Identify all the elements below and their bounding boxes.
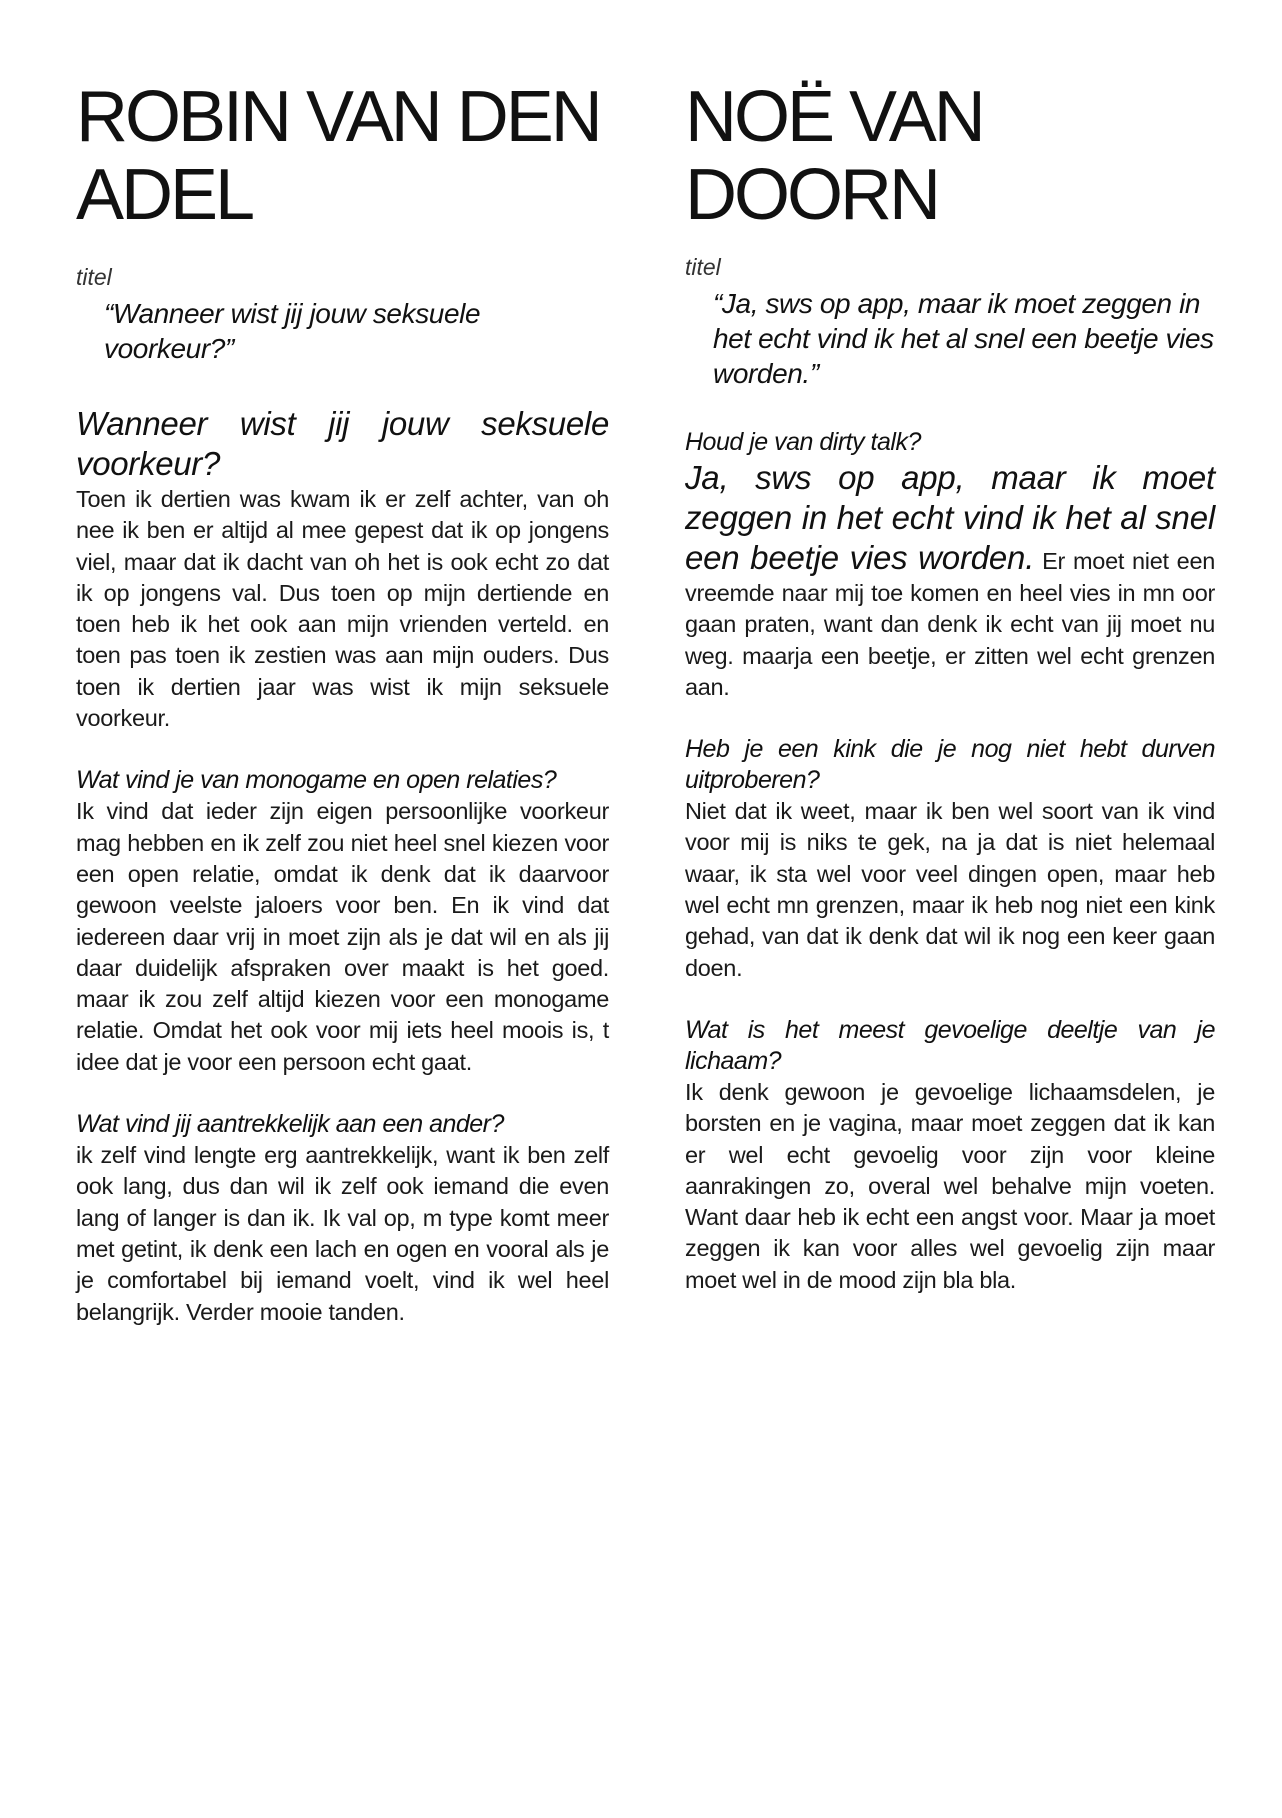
titel-label: titel	[76, 264, 112, 290]
answer: ik zelf vind lengte erg aantrekkelijk, want ik ben zelf ook lang, dus dan wil ik zelf ook iemand die even lang of langer is dan ik. Ik val op, m type komt meer met getint, ik denk een lach en ogen en vooral als je je comfortabel bij iemand voelt, vind ik wel heel belangrijk. Verder mooie tanden.	[76, 1142, 609, 1325]
question: Wat vind je van monogame en open relaties?	[76, 766, 557, 795]
interview-robin	[76, 78, 609, 1328]
question: Wanneer wist jij jouw seksuele voorkeur?	[76, 405, 609, 482]
answer: Toen ik dertien was kwam ik er zelf achter, van oh nee ik ben er altijd al mee gepest dat ik op jongens viel, maar dat ik dacht van oh het is ook echt zo dat ik op jongens val. Dus toen op mijn dertiende en toen heb ik het ook aan mijn vrienden verteld. en toen pas toen ik zestien was aan mijn ouders. Dus toen ik dertien jaar was wist ik mijn seksuele voorkeur.	[76, 486, 609, 732]
question: Wat vind jij aantrekkelijk aan een ander?	[76, 1110, 504, 1139]
answer: Niet dat ik weet, maar ik ben wel soort van ik vind voor mij is niks te gek, na ja dat is niet helemaal waar, ik sta wel voor veel dingen open, maar heb wel echt mn grenzen, maar ik heb nog niet een kink gehad, van dat ik denk dat wil ik nog een keer gaan doen.	[685, 798, 1215, 981]
question: Houd je van dirty talk?	[685, 428, 921, 456]
qa-block	[76, 1109, 609, 1328]
qa-block	[76, 404, 609, 734]
interviewee-name: NOË VAN DOORN	[685, 77, 983, 235]
answer: Ik vind dat ieder zijn eigen persoonlijke voorkeur mag hebben en ik zelf zou niet heel snel kiezen voor een open relatie, omdat ik denk dat ik daarvoor gewoon veelste jaloers voor ben. En ik vind dat iedereen daar vrij in moet zijn als je dat wil en als jij daar duidelijk afspraken over maakt is het goed. maar ik zou zelf altijd kiezen voor een monogame relatie. Omdat het ook voor mij iets heel moois is, t idee dat je voor een persoon echt gaat.	[76, 798, 609, 1075]
titel-label: titel	[685, 254, 721, 280]
answer	[685, 458, 1215, 703]
pull-quote: “Wanneer wist jij jouw seksuele voorkeur?”	[104, 298, 481, 364]
qa-block	[685, 427, 1215, 703]
interview-noe	[685, 78, 1215, 1296]
pull-quote: “Ja, sws op app, maar ik moet zeggen in het echt vind ik het al snel een beetje vies worden.”	[713, 288, 1214, 389]
qa-block	[685, 1015, 1215, 1296]
interviewee-name: ROBIN VAN DEN ADEL	[76, 77, 600, 235]
answer-lead: Ja, sws op app, maar ik moet zeggen in het echt vind ik het al snel een beetje vies worden.	[685, 459, 1215, 576]
question: Wat is het meest gevoelige deeltje van je lichaam?	[685, 1015, 1215, 1075]
answer-text: Er moet niet een vreemde naar mij toe komen en heel vies in mn oor gaan praten, want dan denk ik echt van jij moet nu weg. maarja een beetje, er zitten wel echt grenzen aan.	[685, 548, 1215, 700]
answer: Ik denk gewoon je gevoelige lichaamsdelen, je borsten en je vagina, maar moet zeggen dat ik kan er wel echt gevoelig voor zijn voor kleine aanrakingen zo, overal wel behalve mijn voeten. Want daar heb ik echt een angst voor. Maar ja moet zeggen ik kan voor alles wel gevoelig zijn maar moet wel in de mood zijn bla bla.	[685, 1078, 1215, 1293]
qa-block	[685, 734, 1215, 984]
qa-block	[76, 765, 609, 1078]
question: Heb je een kink die je nog niet hebt durven uitproberen?	[685, 735, 1215, 795]
